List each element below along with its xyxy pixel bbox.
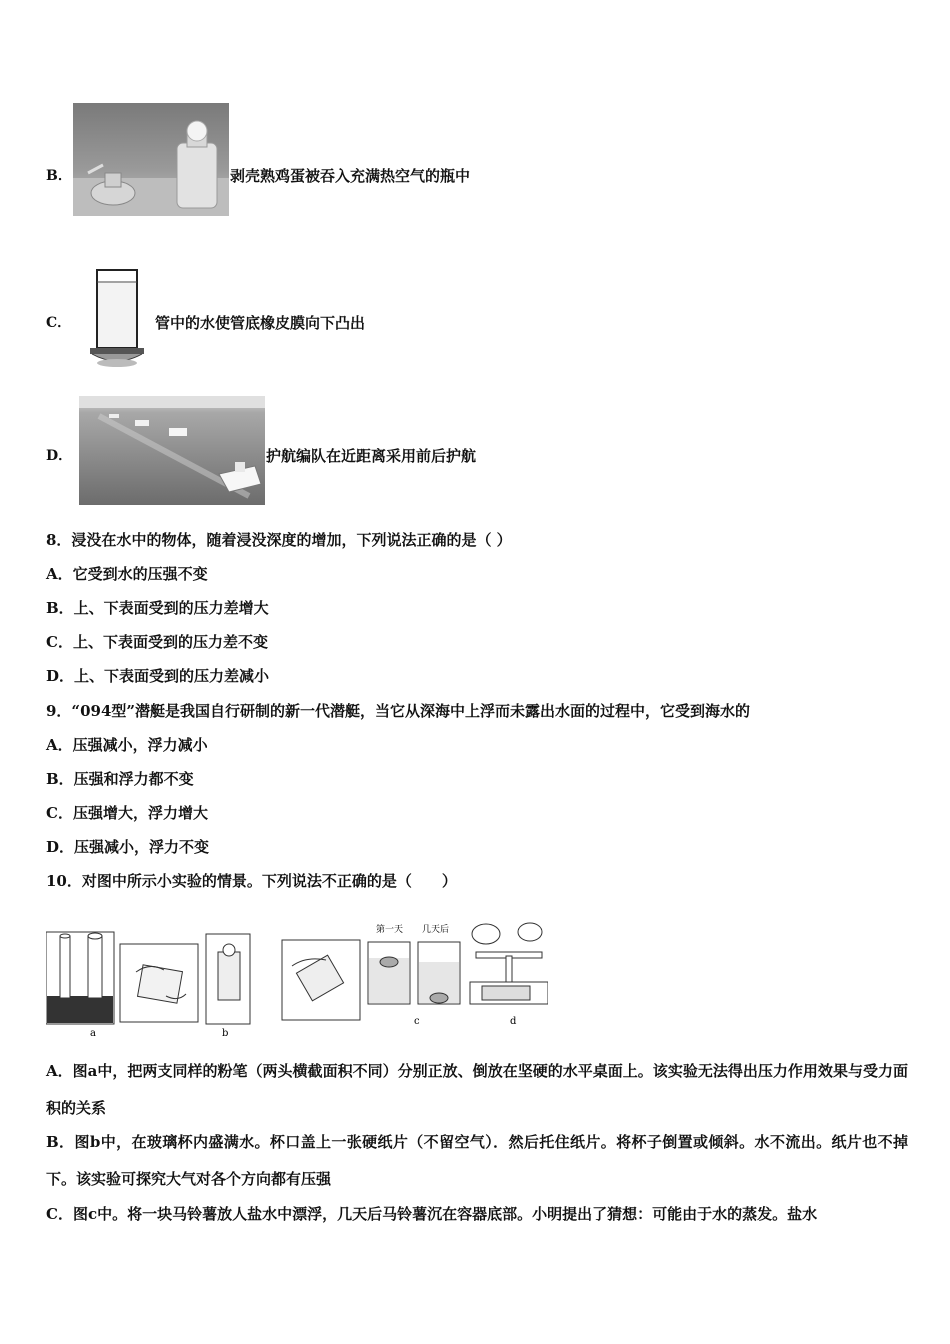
option-d-label: D． [46, 448, 73, 464]
q9-option-d: D．压强减小，浮力不变 [46, 838, 210, 856]
option-d-caption: 护航编队在近距离采用前后护航 [266, 447, 477, 465]
q8-stem: 8．浸没在水中的物体，随着浸没深度的增加，下列说法正确的是（ ） [46, 531, 512, 549]
figure-label-a: a [90, 1028, 96, 1039]
egg-bottle-photo [73, 103, 229, 216]
option-b-caption: 剥壳熟鸡蛋被吞入充满热空气的瓶中 [230, 167, 471, 185]
q10-experiments-figure [46, 912, 548, 1040]
q9-option-a: A．压强减小，浮力减小 [46, 736, 208, 754]
figure-label-b: b [222, 1028, 229, 1039]
q9-option-c: C．压强增大，浮力增大 [46, 804, 208, 822]
water-tube-figure [84, 268, 150, 372]
q8-option-a: A．它受到水的压强不变 [46, 565, 208, 583]
figure-label-c: c [414, 1016, 420, 1027]
option-c-caption: 管中的水使管底橡皮膜向下凸出 [155, 314, 366, 332]
figure-label-days-later: 几天后 [422, 925, 450, 935]
figure-label-d: d [510, 1016, 517, 1027]
escort-fleet-photo [79, 396, 265, 505]
q9-option-b: B．压强和浮力都不变 [46, 770, 194, 788]
q8-option-d: D．上、下表面受到的压力差减小 [46, 667, 270, 685]
q9-stem: 9．“094型”潜艇是我国自行研制的新一代潜艇，当它从深海中上浮而未露出水面的过程中，它受到海水的 [46, 702, 751, 720]
figure-label-day1: 第一天 [376, 925, 404, 935]
q8-option-c: C．上、下表面受到的压力差不变 [46, 633, 268, 651]
q10-option-a: A．图a中，把两支同样的粉笔（两头横截面积不同）分别正放、倒放在坚硬的水平桌面上。该实验无法得出压力作用效果与受力面积的关系 [46, 1062, 908, 1117]
q8-option-b: B．上、下表面受到的压力差增大 [46, 599, 269, 617]
q10-option-b: B．图b中，在玻璃杯内盛满水。杯口盖上一张硬纸片（不留空气）．然后托住纸片。将杯子倒置或倾斜。水不流出。纸片也不掉下。该实验可探究大气对各个方向都有压强 [46, 1133, 908, 1188]
q10-stem: 10．对图中所示小实验的情景。下列说法不正确的是（ ） [46, 872, 457, 890]
q10-option-c: C．图c中。将一块马铃薯放人盐水中漂浮，几天后马铃薯沉在容器底部。小明提出了猜想：可能由于水的蒸发。盐水 [46, 1205, 818, 1223]
option-c-label: C． [46, 315, 72, 331]
option-b-label: B． [46, 168, 72, 184]
